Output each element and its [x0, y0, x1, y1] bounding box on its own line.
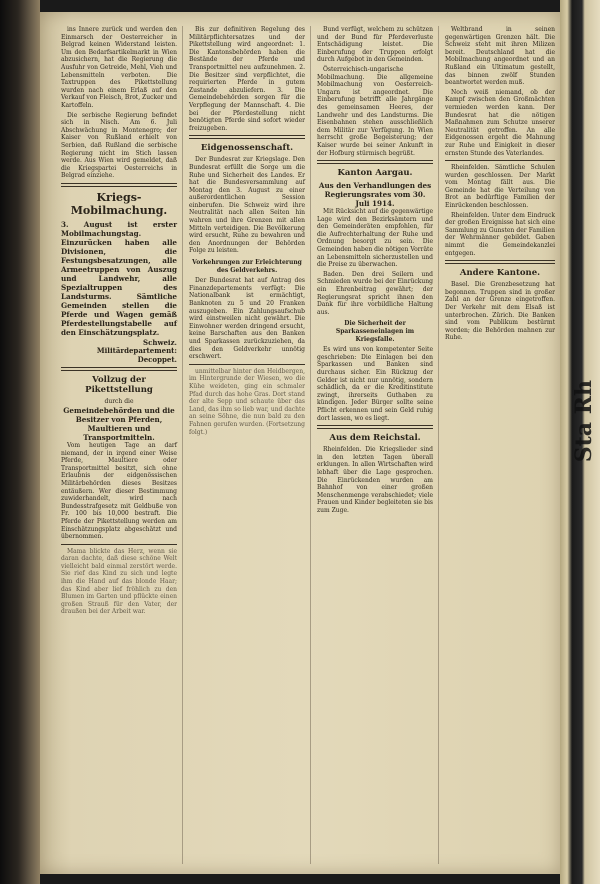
article-text: Rheinfelden. Die Kriegslieder sind in den letzten Tagen überall erklungen. In allen Wirtschaften wird lebhaft über die Lage gesprochen. Die Einrückenden wurden am Bahnhof von einer großen Menschenmenge verabschiedet; viele Frauen und Kinder begleiteten sie bis zum Zuge. — [317, 446, 433, 514]
divider — [189, 364, 305, 365]
divider — [61, 544, 177, 545]
notice-signature-department: Schweiz. Militärdepartement: — [96, 337, 177, 356]
headline-eidgenossenschaft: Eidgenossenschaft. — [200, 143, 294, 154]
article-text: Der Bundesrat zur Kriegslage. Den Bundesrat erfüllt die Sorge um die Ruhe und Sicherheit des Landes. Er hat die Bundesversammlung auf Montag den 3. August zu einer außerordentlichen Session einberufen. Die Schweiz wird ihre Neutralität nach allen Seiten hin wahren und ihre Grenzen mit allen Mitteln verteidigen. Die Bevölkerung wird ersucht, Ruhe zu bewahren und den Anordnungen der Behörden Folge zu leisten. — [189, 156, 305, 255]
feuilleton-story: Mama blickte das Herz, wenn sie daran dachte, daß diese schöne Welt vielleicht bald einmal zerstört werde. Sie rief das Kind zu sich und legte ihm die Hand auf das blonde Haar; das Kind aber lief fröhlich zu den Blumen im Garten und pflückte einen großen Strauß für den Vater, der draußen bei der Arbeit war. — [61, 547, 177, 616]
aargau-subtitle: Aus den Verhandlungen des Regierungsrates vom 30. Juli 1914. — [318, 181, 432, 209]
column-4 — [442, 26, 558, 866]
article-text: Bis zur definitiven Regelung des Militärpflichtersatzes und der Pikettstellung wird angeordnet: 1. Die Kantonsbehörden haben die Bestände der Pferde und Transportmittel neu aufzunehmen. 2. Die Besitzer sind verpflichtet, die requirierten Pferde in gutem Zustande abzuliefern. 3. Die Gemeindebehörden sorgen für die Verpflegung der Mannschaft. 4. Die bei der Pferdestellung nicht benötigten Pferde sind sofort wieder freizugeben. — [189, 26, 305, 132]
next-page-edge — [560, 0, 600, 884]
vollzug-intro: durch die — [104, 398, 134, 406]
newspaper-page — [40, 12, 560, 874]
notice-signature-name: Decoppet. — [137, 354, 177, 364]
headline-vollzug: Vollzug der Pikettstellung — [85, 375, 153, 396]
divider — [317, 425, 433, 429]
column-rule — [310, 26, 311, 864]
divider — [61, 183, 177, 187]
article-text: Mit Rücksicht auf die gegenwärtige Lage wird den Bezirksämtern und den Gemeinderäten empfohlen, für die Aufrechterhaltung der Ruhe und Ordnung besorgt zu sein. Die Gemeinden haben die nötigen Vorräte an Lebensmitteln sicherzustellen und die Preise zu überwachen. — [317, 208, 433, 269]
vollzug-subtitle: Gemeindebehörden und die Besitzer von Pferden, Maultieren und Transportmitteln. — [63, 405, 175, 442]
next-page-headline: Sta Rh — [571, 380, 597, 463]
article-text: ins Innere zurück und werden den Einmarsch der Oesterreicher in Belgrad keinen Widerstand leisten. Um den Bedarfsartikelmarkt in Wien abzusichern, hat die Regierung die Ausfuhr von Getreide, Mehl, Vieh und Lebensmitteln verboten. Die Taxtruppen des Pikettstellung wurden nach einem Erlaß auf den Verkauf von Fleisch, Brot, Zucker und Kartoffeln. — [61, 26, 177, 109]
article-text: Basel. Die Grenzbesetzung hat begonnen. Truppen sind in großer Zahl an der Grenze eingetroffen. Der Verkehr mit dem Elsaß ist unterbrochen. Zürich. Die Banken sind vom Publikum bestürmt worden; die Behörden mahnen zur Ruhe. — [445, 281, 555, 342]
article-text: Baden. Den drei Seilern und Schmieden wurde bei der Einrückung ein Ehrenbeitrag gewährt; der Regierungsrat spricht ihnen den Dank für ihre vorbildliche Haltung aus. — [317, 270, 433, 316]
article-text: Rheinfelden. Unter dem Eindruck der großen Ereignisse hat sich eine Sammlung zu Gunsten der Familien der Wehrmänner gebildet. Gaben nimmt die Gemeindekanzlei entgegen. — [445, 211, 555, 257]
headline-sparkassen: Die Sicherheit der Sparkasseneinlagen im Kriegsfalle. — [335, 320, 415, 343]
headline-andere-kantone: Andere Kantone. — [459, 268, 541, 279]
feuilleton-story: unmittelbar hinter den Heidbergen, im Hintergrunde der Wiesen, wo die Kühe weideten, ging ein schmaler Pfad durch das hohe Gras. Dort stand der alte Sepp und schaute über das Land, das ihm so lieb war, und dachte an seine Söhne, die nun bald zu den Fahnen gerufen wurden. (Fortsetzung folgt.) — [189, 367, 305, 436]
column-rule — [438, 26, 439, 864]
book-binding-shadow — [0, 0, 40, 884]
article-text: Österreichisch-ungarische Mobilmachung. Die allgemeine Mobilmachung von Oesterreich-Ungarn ist angeordnet. Die Einberufung betrifft alle Jahrgänge des gemeinsamen Heeres, der Landwehr und des Landsturms. Die Eisenbahnen stehen ausschließlich dem Militär zur Verfügung. In Wien herrscht große Begeisterung; der Kaiser wurde bei seiner Ankunft in der Hofburg stürmisch begrüßt. — [317, 65, 433, 157]
article-text: Der Bundesrat hat auf Antrag des Finanzdepartements verfügt: Die Nationalbank ist ermächtigt, Banknoten zu 5 und 20 Franken auszugeben. Ein Zahlungsaufschub wird einstweilen nicht gewährt. Die Einwohner werden dringend ersucht, keine Barschaften aus den Banken und Sparkassen zurückzuziehen, da dies den Geldverkehr unnötig erschwert. — [189, 277, 305, 361]
article-text: Noch weiß niemand, ob der Kampf zwischen den Großmächten vermieden werden kann. Der Bundesrat hat die nötigen Maßnahmen zum Schutze unserer Neutralität getroffen. An alle Eidgenossen ergeht die Mahnung zur Ruhe und Einigkeit in dieser ernsten Stunde des Vaterlandes. — [445, 88, 555, 157]
column-3 — [314, 26, 436, 866]
article-text: Die serbische Regierung befindet sich in Nisch. Am 6. Juli Abschwächung in Montenegro; der Kaiser von Rußland erhielt von Serbien, daß Rußland die serbische Regierung nicht im Stich lassen werde. Aus Wien wird gemeldet, daß die Kriegspartei Oesterreichs in Belgrad einziehe. — [61, 111, 177, 180]
headline-vorkehrungen: Vorkehrungen zur Erleichterung des Geldverkehrs. — [192, 259, 302, 274]
article-text: Weltbrand in seinen gegenwärtigen Grenzen hält. Die Schweiz steht mit ihren Milizen bereit. Deutschland hat die Mobilmachung angeordnet und an Rußland ein Ultimatum gestellt, das binnen zwölf Stunden beantwortet werden muß. — [445, 26, 555, 87]
headline-reichstal: Aus dem Reichstal. — [329, 433, 421, 444]
divider — [317, 160, 433, 164]
article-text: Vom heutigen Tage an darf niemand, der in irgend einer Weise Pferde, Maultiere oder Transportmittel besitzt, sich ohne Erlaubnis der eidgenössischen Militärbehörden dieses Besitzes entäußern. Wer dieser Bestimmung zuwiderhandelt, wird nach Bundesstrafgesetz mit Geldbuße von Fr. 100 bis 10,000 bestraft. Die Pferde der Pikettstellung werden am Einschätzungsplatz abgeschätzt und übernommen. — [61, 441, 177, 541]
article-text: Es wird uns von kompetenter Seite geschrieben: Die Einlagen bei den Sparkassen und Banken sind durchaus sicher. Ein Rückzug der Gelder ist nicht nur unnötig, sondern schädlich, da er die Kreditinstitute zwingt, ihrerseits Guthaben zu kündigen. Jeder Bürger sollte seine Pflicht erkennen und sein Geld ruhig dort lassen, wo es liegt. — [317, 346, 433, 422]
article-text: Bund verfügt, welchem zu schützen und der Bund für Pferdeverluste Entschädigung leistet. Die Einberufung der Truppen erfolgt durch Aufgebot in den Gemeinden. — [317, 26, 433, 64]
column-rule — [182, 26, 183, 864]
headline-kriegs-mobilmachung: Kriegs-Mobilmachung. — [70, 190, 168, 217]
article-text: Rheinfelden. Sämtliche Schulen wurden geschlossen. Der Markt vom Montag fällt aus. Die Gemeinde hat die Verteilung von Brot an bedürftige Familien der Einrückenden beschlossen. — [445, 164, 555, 210]
headline-kanton-aargau: Kanton Aargau. — [337, 168, 413, 179]
divider — [445, 260, 555, 264]
mobilization-notice: 3. August ist erster Mobilmachungstag. Einzurücken haben alle Divisionen, die Festungsbesatzungen, alle Armeetruppen von Auszug und Landwehr, alle Spezialtruppen des Landsturms. Sämtliche Gemeinden stellen die Pferde und Wagen gemäß Pferdestellungstabelle auf den Einschätzungsplatz. — [61, 219, 177, 337]
divider — [61, 367, 177, 371]
column-2 — [186, 26, 308, 866]
divider — [445, 160, 555, 161]
divider — [189, 135, 305, 139]
column-1 — [58, 26, 180, 866]
